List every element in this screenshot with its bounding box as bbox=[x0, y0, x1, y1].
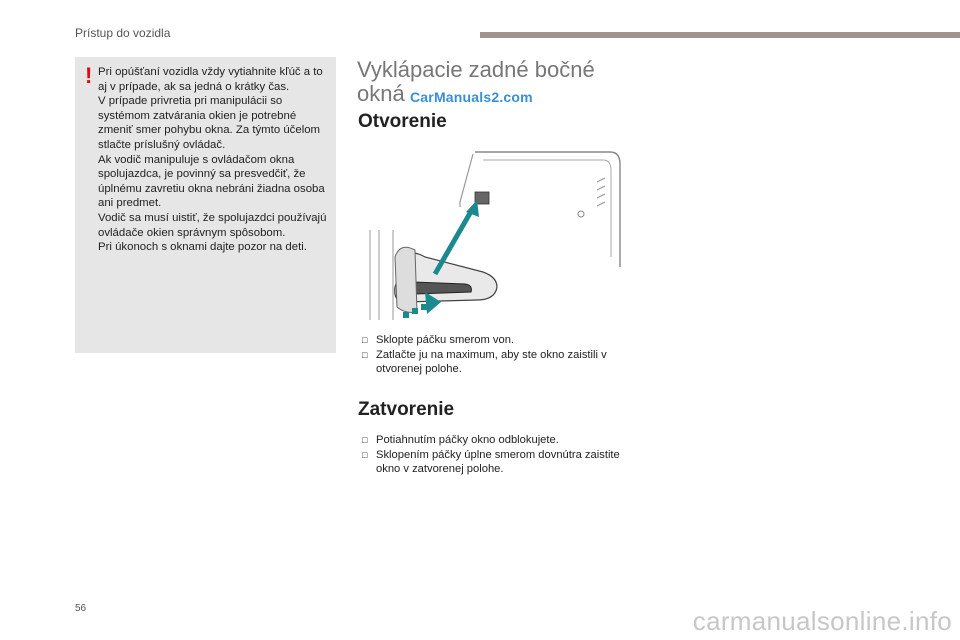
bolt bbox=[578, 211, 584, 217]
header-bar bbox=[480, 32, 960, 38]
warning-line: Ak vodič manipuluje s ovládačom okna spolujazdca, je povinný sa presvedčiť, že úplnému zavretiu okna nebráni žiadna osoba ani predmet. bbox=[98, 153, 325, 210]
step-marker-icon: □ bbox=[362, 449, 368, 460]
latch-mount bbox=[395, 247, 417, 312]
heading-close: Zatvorenie bbox=[358, 399, 455, 420]
window-frame bbox=[475, 152, 620, 267]
section-title: Vyklápacie zadné bočné okná bbox=[357, 57, 595, 106]
footer-site-watermark: carmanualsonline.info bbox=[692, 606, 952, 636]
header-title: Prístup do vozidla bbox=[75, 26, 171, 40]
warning-box bbox=[75, 57, 336, 353]
heading-open: Otvorenie bbox=[358, 111, 447, 132]
step-marker-icon: □ bbox=[362, 349, 368, 360]
step-item: □ Sklopením páčky úplne smerom dovnútra zaistite okno v zatvorenej polohe. bbox=[362, 448, 620, 475]
step-item: □ Potiahnutím páčky okno odblokujete. bbox=[362, 434, 559, 446]
page-number: 56 bbox=[75, 603, 87, 614]
warning-line: Pri opúšťaní vozidla vždy vytiahnite kľúč a to aj v prípade, ak sa jedná o krátky čas. bbox=[98, 66, 323, 93]
warning-icon: ! bbox=[85, 63, 93, 88]
latch-handle-grip bbox=[409, 282, 471, 294]
window-glass-edge bbox=[460, 154, 473, 207]
window-frame-inner bbox=[483, 160, 611, 257]
open-steps bbox=[362, 333, 622, 377]
warning-text bbox=[98, 65, 330, 255]
warning-line: Pri úkonoch s oknami dajte pozor na deti. bbox=[98, 241, 307, 254]
close-steps bbox=[362, 433, 622, 477]
step-item: □ Zatlačte ju na maximum, aby ste okno zaistili v otvorenej polohe. bbox=[362, 348, 607, 375]
warning-line: Vodič sa musí uistiť, že spolujazdci používajú ovládače okien správnym spôsobom. bbox=[98, 211, 327, 239]
window-latch-illustration bbox=[365, 142, 625, 322]
step-marker-icon: □ bbox=[362, 435, 368, 445]
watermark-text: CarManuals2.com bbox=[410, 89, 533, 105]
warning-line: V prípade privretia pri manipulácii so systémom zatvárania okien je potrebné zmeniť smer pohybu okna. Za týmto účelom stlačte príslušný ovládač. bbox=[98, 95, 321, 151]
step-item: □ Sklopte páčku smerom von. bbox=[362, 334, 515, 346]
step-marker-icon: □ bbox=[362, 335, 368, 345]
